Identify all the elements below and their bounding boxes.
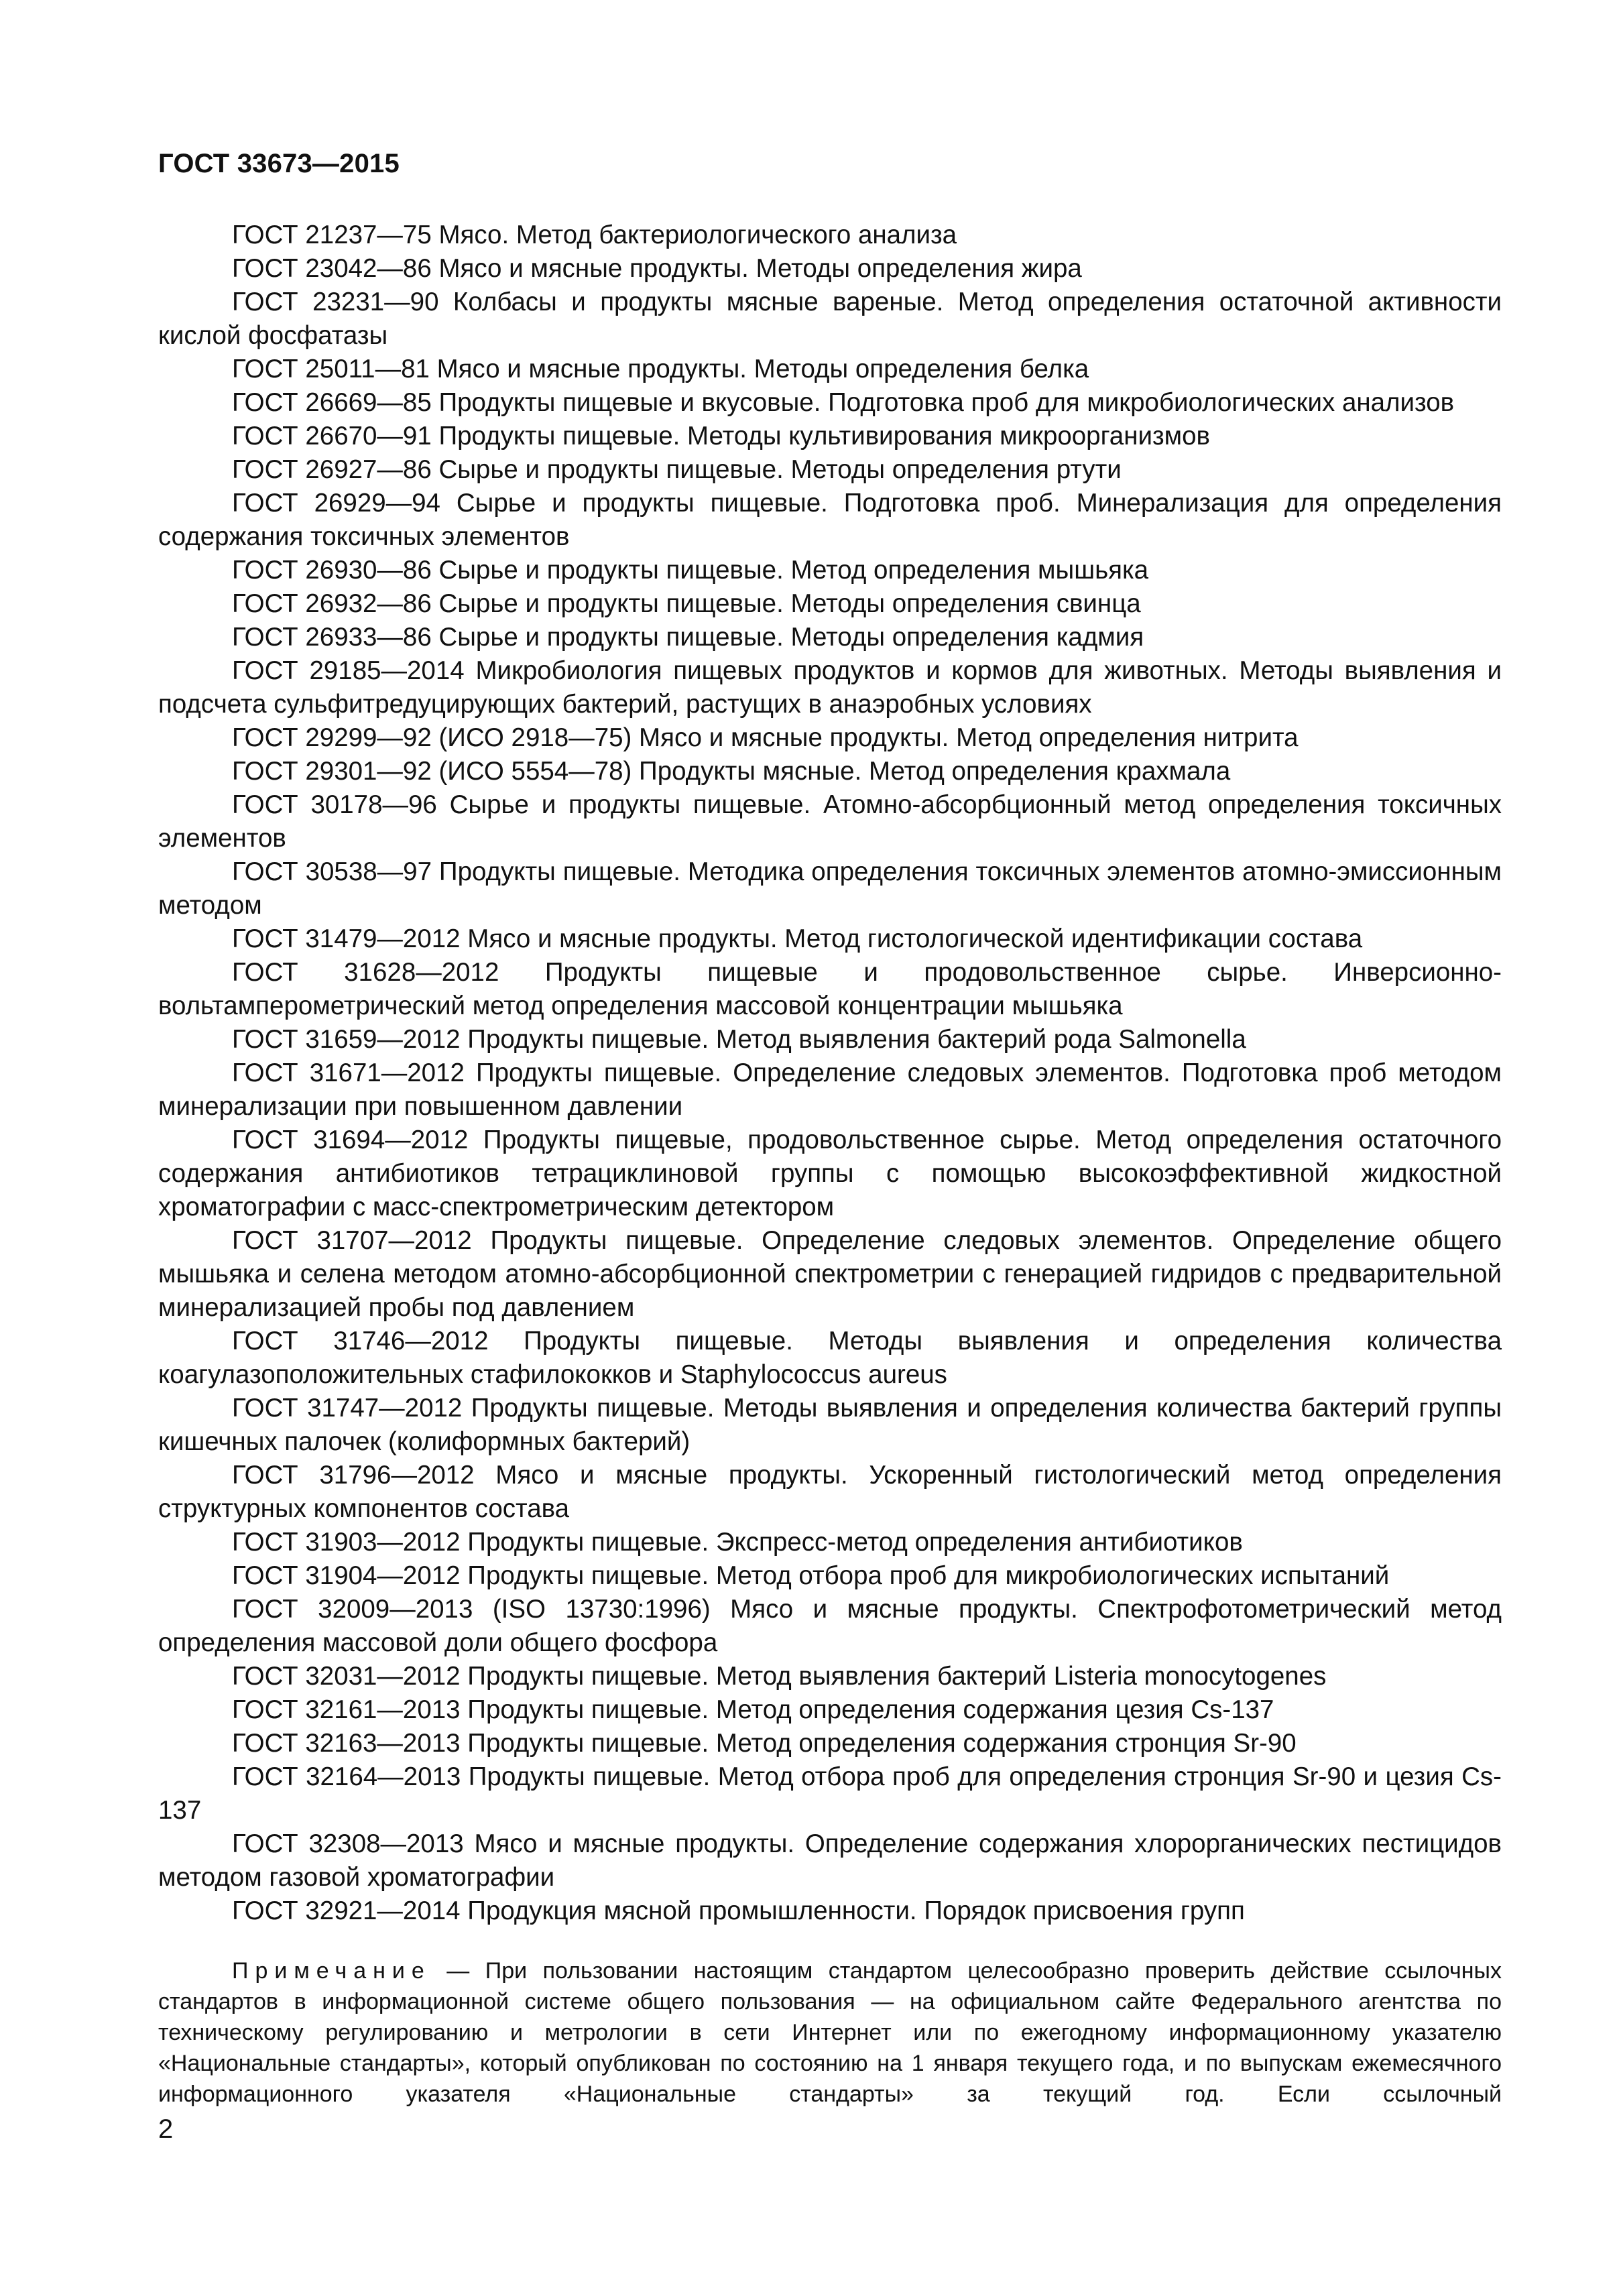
normative-references-list — [158, 219, 1502, 1928]
page-number: 2 — [158, 2114, 174, 2144]
reference-item: ГОСТ 31904—2012 Продукты пищевые. Метод отбора проб для микробиологических испытаний — [232, 1561, 1390, 1590]
reference-item: ГОСТ 31659—2012 Продукты пищевые. Метод выявления бактерий рода Salmonella — [232, 1025, 1246, 1054]
reference-item: ГОСТ 31746—2012 Продукты пищевые. Методы выявления и определения количества коагулазоположительных стафилококков и Staphylococcus aureus — [158, 1327, 1502, 1389]
note-label: Примечание — [232, 1958, 431, 1984]
reference-item: ГОСТ 25011—81 Мясо и мясные продукты. Методы определения белка — [232, 355, 1089, 383]
reference-item: ГОСТ 30178—96 Сырье и продукты пищевые. Атомно-абсорбционный метод определения токсичных элементов — [158, 790, 1502, 853]
reference-item: ГОСТ 26927—86 Сырье и продукты пищевые. Методы определения ртути — [232, 455, 1122, 484]
reference-item: ГОСТ 31903—2012 Продукты пищевые. Экспресс-метод определения антибиотиков — [232, 1528, 1243, 1557]
reference-item: ГОСТ 31479—2012 Мясо и мясные продукты. Метод гистологической идентификации состава — [232, 924, 1363, 953]
reference-item: ГОСТ 29185—2014 Микробиология пищевых продуктов и кормов для животных. Методы выявления и подсчета сульфитредуцирующих бактерий, растущих в анаэробных условиях — [158, 656, 1502, 719]
reference-item: ГОСТ 30538—97 Продукты пищевые. Методика определения токсичных элементов атомно-эмиссионным методом — [158, 857, 1502, 920]
reference-item: ГОСТ 32164—2013 Продукты пищевые. Метод отбора проб для определения стронция Sr-90 и цезия Cs-137 — [158, 1762, 1502, 1825]
document-header: ГОСТ 33673—2015 — [158, 149, 400, 178]
reference-item: ГОСТ 26929—94 Сырье и продукты пищевые. Подготовка проб. Минерализация для определения содержания токсичных элементов — [158, 489, 1502, 551]
reference-item: ГОСТ 26670—91 Продукты пищевые. Методы культивирования микроорганизмов — [232, 422, 1210, 450]
reference-item: ГОСТ 31796—2012 Мясо и мясные продукты. Ускоренный гистологический метод определения структурных компонентов состава — [158, 1461, 1502, 1523]
reference-item: ГОСТ 26669—85 Продукты пищевые и вкусовые. Подготовка проб для микробиологических анализов — [232, 388, 1455, 417]
reference-item: ГОСТ 32308—2013 Мясо и мясные продукты. Определение содержания хлорорганических пестицидов методом газовой хроматографии — [158, 1829, 1502, 1892]
reference-item: ГОСТ 31694—2012 Продукты пищевые, продовольственное сырье. Метод определения остаточного содержания антибиотиков тетрациклиновой группы с помощью высокоэффективной жидкостной хроматографии с масс-спектрометрическим детектором — [158, 1126, 1502, 1221]
reference-item: ГОСТ 31628—2012 Продукты пищевые и продовольственное сырье. Инверсионно-вольтамперометрический метод определения массовой концентрации мышьяка — [158, 958, 1502, 1020]
reference-item: ГОСТ 31671—2012 Продукты пищевые. Определение следовых элементов. Подготовка проб методом минерализации при повышенном давлении — [158, 1059, 1502, 1121]
note-text: — При пользовании настоящим стандартом целесообразно проверить действие ссылочных стандартов в информационной системе общего пользования — на официальном сайте Федерального агентства по техническому регулированию и метрологии в сети Интернет или по ежегодному информационному указателю «Национальные стандарты», который опубликован по состоянию на 1 января текущего года, и по выпускам ежемесячного информационного указателя «Национальные стандарты» за текущий год. Если ссылочный — [158, 1958, 1502, 2107]
reference-item: ГОСТ 26933—86 Сырье и продукты пищевые. Методы определения кадмия — [232, 623, 1144, 652]
reference-item: ГОСТ 23231—90 Колбасы и продукты мясные вареные. Метод определения остаточной активности кислой фосфатазы — [158, 288, 1502, 350]
reference-item: ГОСТ 32161—2013 Продукты пищевые. Метод определения содержания цезия Cs-137 — [232, 1695, 1274, 1724]
reference-item: ГОСТ 21237—75 Мясо. Метод бактериологического анализа — [232, 221, 957, 249]
reference-item: ГОСТ 32031—2012 Продукты пищевые. Метод выявления бактерий Listeria monocytogenes — [232, 1662, 1327, 1691]
reference-item: ГОСТ 32009—2013 (ISO 13730:1996) Мясо и мясные продукты. Спектрофотометрический метод определения массовой доли общего фосфора — [158, 1595, 1502, 1657]
reference-item: ГОСТ 31707—2012 Продукты пищевые. Определение следовых элементов. Определение общего мышьяка и селена методом атомно-абсорбционной спектрометрии с генерацией гидридов с предварительной минерализацией пробы под давлением — [158, 1226, 1502, 1322]
reference-item: ГОСТ 29299—92 (ИСО 2918—75) Мясо и мясные продукты. Метод определения нитрита — [232, 723, 1299, 752]
reference-item: ГОСТ 32921—2014 Продукция мясной промышленности. Порядок присвоения групп — [232, 1896, 1245, 1925]
reference-item: ГОСТ 26930—86 Сырье и продукты пищевые. Метод определения мышьяка — [232, 556, 1149, 585]
reference-item: ГОСТ 29301—92 (ИСО 5554—78) Продукты мясные. Метод определения крахмала — [232, 757, 1231, 786]
reference-item: ГОСТ 32163—2013 Продукты пищевые. Метод определения содержания стронция Sr-90 — [232, 1729, 1297, 1758]
reference-item: ГОСТ 26932—86 Сырье и продукты пищевые. Методы определения свинца — [232, 589, 1141, 618]
note-paragraph — [158, 1955, 1502, 2110]
reference-item: ГОСТ 23042—86 Мясо и мясные продукты. Методы определения жира — [232, 254, 1082, 283]
reference-item: ГОСТ 31747—2012 Продукты пищевые. Методы выявления и определения количества бактерий группы кишечных палочек (колиформных бактерий) — [158, 1394, 1502, 1456]
